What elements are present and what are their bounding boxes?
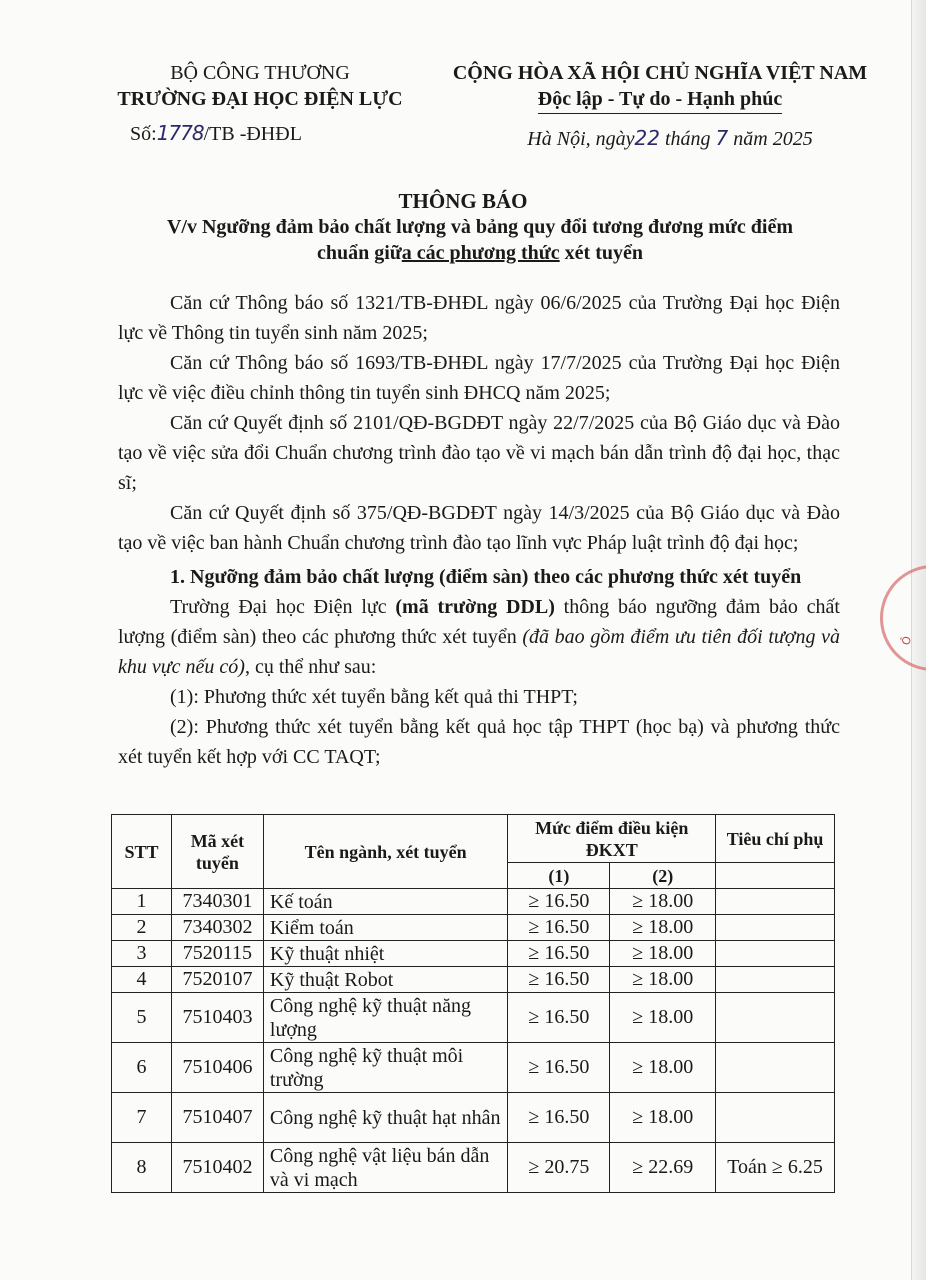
cell-score-1: ≥ 16.50 xyxy=(508,1093,610,1143)
school-name: TRƯỜNG ĐẠI HỌC ĐIỆN LỰC xyxy=(117,88,403,110)
subject-line-1: V/v Ngưỡng đảm bảo chất lượng và bảng quy đổi tương đương mức điểm xyxy=(166,216,794,238)
cell-stt: 1 xyxy=(112,889,172,915)
cell-name: Kỹ thuật Robot xyxy=(263,967,508,993)
cell-code: 7510406 xyxy=(171,1043,263,1093)
section-1-heading: 1. Ngưỡng đảm bảo chất lượng (điểm sàn) theo các phương thức xét tuyển xyxy=(170,566,802,588)
date-suffix: năm 2025 xyxy=(733,128,813,150)
table-row xyxy=(112,915,835,941)
header-code: Mã xét tuyển xyxy=(171,815,263,889)
header-sub2: (2) xyxy=(610,863,716,889)
cell-stt: 3 xyxy=(112,941,172,967)
table-row xyxy=(112,1043,835,1093)
paragraph-6: (1): Phương thức xét tuyển bằng kết quả thi THPT; xyxy=(170,686,578,708)
subject-part-a: chuẩn giữ xyxy=(316,242,402,264)
cell-score-2: ≥ 18.00 xyxy=(610,915,716,941)
cell-name: Công nghệ kỹ thuật môi trường xyxy=(263,1043,508,1093)
cell-score-1: ≥ 16.50 xyxy=(508,967,610,993)
date-mid: tháng xyxy=(664,128,711,150)
cell-code: 7340302 xyxy=(171,915,263,941)
cell-score-1: ≥ 16.50 xyxy=(508,993,610,1043)
cell-code: 7510403 xyxy=(171,993,263,1043)
cell-stt: 5 xyxy=(112,993,172,1043)
cell-name: Công nghệ vật liệu bán dẫn và vi mạch xyxy=(263,1143,508,1193)
cell-score-1: ≥ 16.50 xyxy=(508,889,610,915)
cell-score-2: ≥ 18.00 xyxy=(610,1043,716,1093)
cell-name: Kế toán xyxy=(263,889,508,915)
cell-extra: Toán ≥ 6.25 xyxy=(716,1143,835,1193)
cell-extra xyxy=(716,941,835,967)
date-month: 7 xyxy=(715,126,729,150)
document-subject xyxy=(150,214,810,266)
paragraph-5 xyxy=(118,592,840,682)
cell-score-2: ≥ 18.00 xyxy=(610,941,716,967)
red-seal-stamp xyxy=(880,565,926,671)
table-row xyxy=(112,1093,835,1143)
date-prefix: Hà Nội, ngày xyxy=(527,128,635,150)
cell-score-1: ≥ 16.50 xyxy=(508,1043,610,1093)
cell-extra xyxy=(716,1043,835,1093)
p5-a: Trường Đại học Điện lực xyxy=(170,596,396,618)
cell-stt: 8 xyxy=(112,1143,172,1193)
cell-stt: 7 xyxy=(112,1093,172,1143)
table-row xyxy=(112,967,835,993)
cell-extra xyxy=(716,967,835,993)
cell-score-1: ≥ 16.50 xyxy=(508,915,610,941)
p5-note: (đã bao gồm điểm ưu tiên đối tượng và khu vực nếu có) xyxy=(118,626,840,678)
document-body xyxy=(118,288,840,772)
header-name: Tên ngành, xét tuyển xyxy=(263,815,508,889)
cell-name: Công nghệ kỹ thuật hạt nhân xyxy=(263,1093,508,1143)
cell-stt: 6 xyxy=(112,1043,172,1093)
number-prefix: Số: xyxy=(130,123,157,145)
date-day: 22 xyxy=(634,126,660,150)
paragraph-7: (2): Phương thức xét tuyển bằng kết quả học tập THPT (học bạ) và phương thức xét tuyển kết hợp với CC TAQT; xyxy=(118,716,840,768)
cell-name: Kỹ thuật nhiệt xyxy=(263,941,508,967)
number-suffix: /TB -ĐHĐL xyxy=(203,123,302,145)
document-date xyxy=(500,126,840,151)
table-row xyxy=(112,941,835,967)
cell-code: 7340301 xyxy=(171,889,263,915)
table-row xyxy=(112,993,835,1043)
header-stt: STT xyxy=(112,815,172,889)
cell-name: Công nghệ kỹ thuật năng lượng xyxy=(263,993,508,1043)
subject-part-b: a các phương thức xyxy=(401,242,560,264)
paragraph-2: Căn cứ Thông báo số 1693/TB-ĐHĐL ngày 17/7/2025 của Trường Đại học Điện lực về việc điều chỉnh thông tin tuyển sinh ĐHCQ năm 2025; xyxy=(118,352,840,404)
header-left xyxy=(100,60,420,147)
cell-score-2: ≥ 18.00 xyxy=(610,1093,716,1143)
subject-line-2 xyxy=(150,240,810,266)
stamp-text: Ô xyxy=(899,634,915,648)
header-right xyxy=(435,60,885,114)
number-handwritten: 1778 xyxy=(156,121,204,145)
document-number xyxy=(100,120,420,147)
cell-extra xyxy=(716,889,835,915)
cell-extra xyxy=(716,993,835,1043)
score-criteria-table xyxy=(111,814,835,1193)
p5-c: thông báo ngưỡng đảm bảo chất lượng (điểm sàn) theo các phương thức xét tuyển xyxy=(118,596,840,648)
cell-score-1: ≥ 16.50 xyxy=(508,941,610,967)
subject-part-c: xét tuyển xyxy=(559,242,643,264)
republic-name: CỘNG HÒA XÃ HỘI CHỦ NGHĨA VIỆT NAM xyxy=(452,62,868,84)
table-row xyxy=(112,1143,835,1193)
cell-code: 7510402 xyxy=(171,1143,263,1193)
cell-code: 7520107 xyxy=(171,967,263,993)
p5-e: , cụ thể như sau: xyxy=(244,656,377,678)
cell-score-2: ≥ 18.00 xyxy=(610,993,716,1043)
cell-stt: 4 xyxy=(112,967,172,993)
cell-score-2: ≥ 22.69 xyxy=(610,1143,716,1193)
national-motto: Độc lập - Tự do - Hạnh phúc xyxy=(538,86,782,114)
header-extra-blank xyxy=(716,863,835,889)
cell-extra xyxy=(716,915,835,941)
cell-score-2: ≥ 18.00 xyxy=(610,967,716,993)
paragraph-3: Căn cứ Quyết định số 2101/QĐ-BGDĐT ngày 22/7/2025 của Bộ Giáo dục và Đào tạo về việc sửa đổi Chuẩn chương trình đào tạo về vi mạch bán dẫn trình độ đại học, thạc sĩ; xyxy=(118,412,840,494)
paragraph-1: Căn cứ Thông báo số 1321/TB-ĐHĐL ngày 06/6/2025 của Trường Đại học Điện lực về Thông tin tuyển sinh năm 2025; xyxy=(118,292,840,344)
cell-score-1: ≥ 20.75 xyxy=(508,1143,610,1193)
cell-stt: 2 xyxy=(112,915,172,941)
header-sub1: (1) xyxy=(508,863,610,889)
ministry-name: BỘ CÔNG THƯƠNG xyxy=(170,62,350,84)
cell-code: 7520115 xyxy=(171,941,263,967)
paragraph-4: Căn cứ Quyết định số 375/QĐ-BGDĐT ngày 14/3/2025 của Bộ Giáo dục và Đào tạo về việc ban hành Chuẩn chương trình đào tạo lĩnh vực Pháp luật trình độ đại học; xyxy=(118,502,840,554)
cell-code: 7510407 xyxy=(171,1093,263,1143)
document-title: THÔNG BÁO xyxy=(398,189,528,213)
cell-score-2: ≥ 18.00 xyxy=(610,889,716,915)
header-extra: Tiêu chí phụ xyxy=(716,815,835,863)
cell-name: Kiểm toán xyxy=(263,915,508,941)
cell-extra xyxy=(716,1093,835,1143)
header-score: Mức điểm điều kiện ĐKXT xyxy=(508,815,716,863)
school-code: (mã trường DDL) xyxy=(395,596,555,618)
table-row xyxy=(112,889,835,915)
